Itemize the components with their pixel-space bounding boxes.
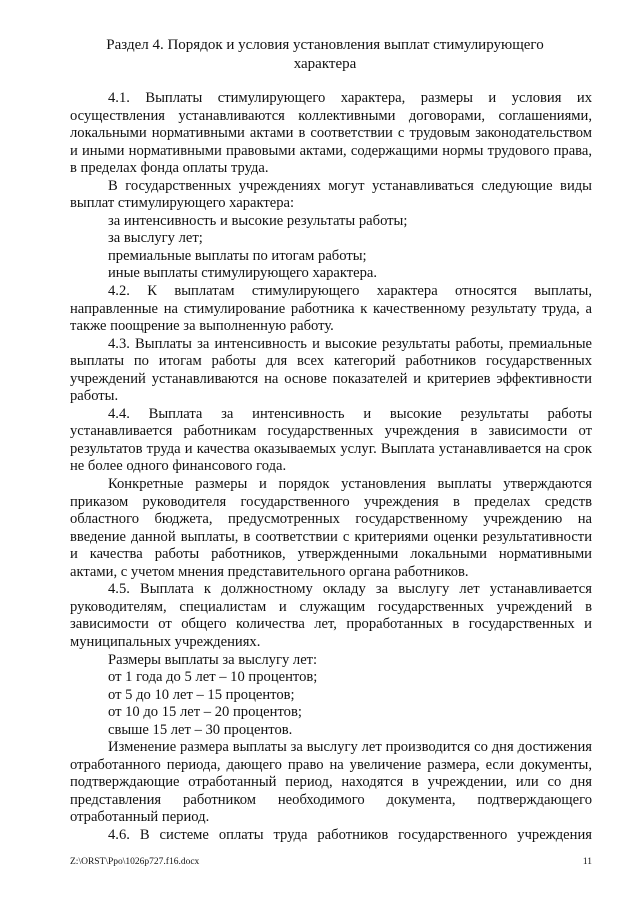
paragraph-4-4: 4.4. Выплата за интенсивность и высокие результаты работы устанавливается работникам государственных учреждения в зависимости от результатов труда и качества оказываемых услуг. Выплата устанавливается на срок не более одного финансового года. <box>70 405 592 475</box>
paragraph-4-2: 4.2. К выплатам стимулирующего характера относятся выплаты, направленные на стимулирование работника к качественному результату труда, а также поощрение за выполненную работу. <box>70 283 592 335</box>
document-body <box>70 90 592 845</box>
list-item: от 5 до 10 лет – 15 процентов; <box>108 686 295 703</box>
paragraph-specific-sizes: Конкретные размеры и порядок установления выплаты утверждаются приказом руководителя государственного учреждения в пределах средств областного бюджета, предусмотренных государственному учреждению на введение данной выплаты, в соответствии с критериями оценки результативности и качества работы работников, утвержденными локальными нормативными актами, с учетом мнения представительного органа работников. <box>70 476 592 580</box>
list-item: за интенсивность и высокие результаты работы; <box>108 212 408 229</box>
file-path: Z:\ORST\Ppo\1026p727.f16.docx <box>70 857 200 867</box>
section-title-line-2: характера <box>293 56 357 72</box>
list-item: от 10 до 15 лет – 20 процентов; <box>108 704 302 721</box>
list-item: премиальные выплаты по итогам работы; <box>108 247 367 264</box>
list-item: иные выплаты стимулирующего характера. <box>108 265 378 282</box>
list-item: от 1 года до 5 лет – 10 процентов; <box>108 669 318 686</box>
paragraph-4-6: 4.6. В системе оплаты труда работников государственного учреждения <box>108 826 592 843</box>
page-number: 11 <box>582 857 592 867</box>
list-item: за выслугу лет; <box>108 230 203 247</box>
paragraph-4-3: 4.3. Выплаты за интенсивность и высокие результаты работы, премиальные выплаты по итогам работы для всех категорий работников государственных учреждений устанавливаются на основе показателей и критериев эффективности работы. <box>70 335 592 405</box>
paragraph-4-5: 4.5. Выплата к должностному окладу за выслугу лет устанавливается руководителям, специалистам и служащим государственных учреждений в зависимости от общего количества лет, проработанных в государственных и муниципальных учреждениях. <box>70 581 592 650</box>
paragraph-types-intro: В государственных учреждениях могут устанавливаться следующие виды выплат стимулирующего характера: <box>70 177 592 212</box>
paragraph-4-1: 4.1. Выплаты стимулирующего характера, размеры и условия их осуществления устанавливаются коллективными договорами, соглашениями, локальными нормативными актами в соответствии с трудовым законодательством и иными нормативными правовыми актами, содержащими нормы трудового права, в пределах фонда оплаты труда. <box>70 90 592 177</box>
list-item: свыше 15 лет – 30 процентов. <box>108 721 293 738</box>
page-footer <box>70 857 592 867</box>
list-heading: Размеры выплаты за выслугу лет: <box>108 651 318 668</box>
paragraph-size-change: Изменение размера выплаты за выслугу лет производится со дня достижения отработанного периода, дающего право на увеличение размера, если документы, подтверждающие отработанный период, находятся в учреждении, или со дня представления работником необходимого документа, подтверждающего отработанный период. <box>70 739 592 826</box>
section-title-line-1: Раздел 4. Порядок и условия установления выплат стимулирующего <box>106 37 544 53</box>
section-title <box>60 36 590 74</box>
